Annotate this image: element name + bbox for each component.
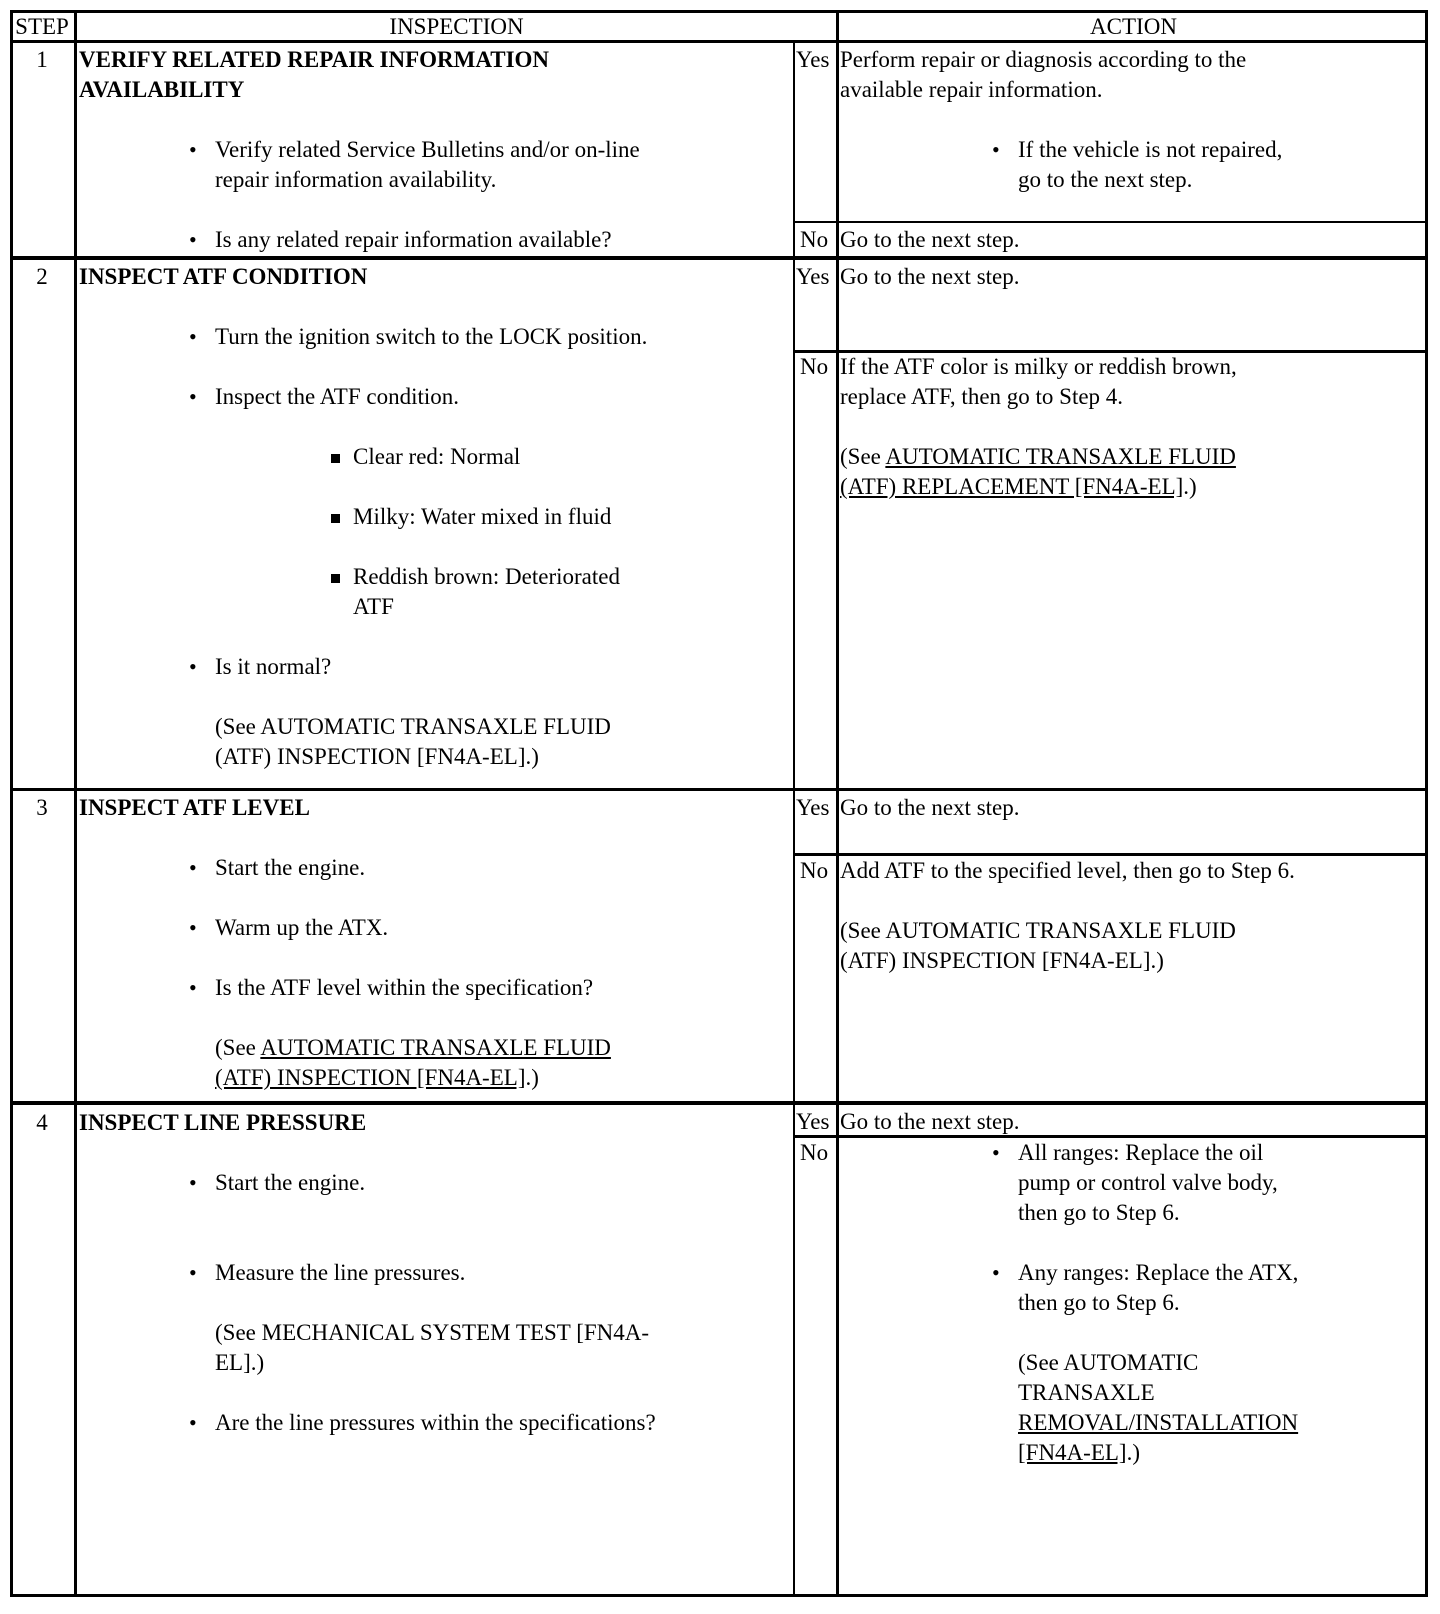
action-text: Go to the next step. [840, 795, 1020, 820]
no-label: No [800, 858, 829, 883]
step-divider-3-4 [10, 1101, 1428, 1105]
step-title: INSPECT LINE PRESSURE [79, 1110, 367, 1135]
step-divider-1-2 [10, 256, 1428, 260]
yes-no-divider-1 [793, 221, 1428, 223]
bullet-item [215, 225, 612, 255]
bullet-item [215, 1168, 365, 1198]
reference-text: EL].) [215, 1350, 265, 1375]
yes-label: Yes [796, 795, 830, 820]
reference-suffix: .) [525, 1065, 539, 1090]
step-number: 4 [36, 1110, 48, 1135]
bullet-text: • Inspect the ATF condition. [215, 384, 460, 409]
bullet-text: go to the next step. [1018, 167, 1193, 192]
atf-replacement-link[interactable]: AUTOMATIC TRANSAXLE FLUID [885, 444, 1236, 469]
reference-prefix: (See [215, 1035, 261, 1060]
action-text: Add ATF to the specified level, then go to Step 6. [840, 858, 1295, 883]
bullet-item [215, 1408, 656, 1438]
atf-inspection-link[interactable]: AUTOMATIC TRANSAXLE FLUID [260, 1035, 611, 1060]
yesno-column-divider [793, 42, 795, 1597]
no-label: No [800, 227, 829, 252]
yes-label: Yes [796, 264, 830, 289]
reference-text [840, 442, 1236, 472]
step-title: VERIFY RELATED REPAIR INFORMATION [79, 47, 550, 72]
reference-text: (See AUTOMATIC TRANSAXLE FLUID [840, 918, 1236, 943]
sub-bullet-item [353, 562, 620, 622]
reference-suffix: .) [1183, 474, 1197, 499]
reference-text: (See AUTOMATIC TRANSAXLE FLUID [215, 714, 611, 739]
bullet-item [215, 853, 365, 883]
action-text: If the ATF color is milky or reddish brown, [840, 354, 1237, 379]
atf-replacement-link[interactable]: (ATF) REPLACEMENT [FN4A-EL] [840, 474, 1184, 499]
reference-prefix: (See [840, 444, 886, 469]
bullet-text: • Are the line pressures within the specifications? [215, 1410, 656, 1435]
reference-text: (ATF) INSPECTION [FN4A-EL].) [840, 948, 1164, 973]
atf-inspection-link[interactable]: (ATF) INSPECTION [FN4A-EL] [215, 1065, 526, 1090]
bullet-item [1018, 135, 1282, 195]
sub-bullet-item [353, 442, 520, 472]
reference-text: (See MECHANICAL SYSTEM TEST [FN4A- [215, 1320, 650, 1345]
bullet-text: • Start the engine. [215, 855, 366, 880]
bullet-text: • If the vehicle is not repaired, [1018, 137, 1283, 162]
bullet-text: then go to Step 6. [1018, 1200, 1180, 1225]
step-number: 2 [36, 264, 48, 289]
sub-bullet-text: Reddish brown: Deteriorated [353, 564, 620, 589]
diagnostic-table [10, 10, 1428, 1597]
reference-text: (ATF) INSPECTION [FN4A-EL].) [215, 744, 539, 769]
bullet-text: • Is any related repair information available? [215, 227, 612, 252]
sub-bullet-text: ATF [353, 594, 394, 619]
bullet-text: • Is it normal? [215, 654, 332, 679]
bullet-text: • All ranges: Replace the oil [1018, 1140, 1264, 1165]
step-title: INSPECT ATF CONDITION [79, 264, 368, 289]
yes-label: Yes [796, 47, 830, 72]
reference-text [1018, 1438, 1140, 1468]
bullet-item [215, 1258, 465, 1288]
step-number: 3 [36, 795, 48, 820]
action-text: replace ATF, then go to Step 4. [840, 384, 1124, 409]
sub-bullet-item [353, 502, 611, 532]
step-column-divider [74, 10, 77, 1597]
reference-text [840, 472, 1197, 502]
header-inspection: INSPECTION [389, 14, 524, 39]
inspection-action-divider [836, 10, 839, 1597]
bullet-item [215, 322, 647, 352]
yes-label: Yes [796, 1109, 830, 1134]
sub-bullet-text: Clear red: Normal [353, 444, 521, 469]
reference-text [215, 1063, 539, 1093]
bullet-text: • Measure the line pressures. [215, 1260, 466, 1285]
bullet-item [215, 135, 640, 195]
no-label: No [800, 1140, 829, 1165]
step-divider-2-3 [10, 788, 1428, 791]
bullet-item [1018, 1138, 1278, 1228]
bullet-text: • Start the engine. [215, 1170, 366, 1195]
no-label: No [800, 354, 829, 379]
bullet-text: • Verify related Service Bulletins and/or on-line [215, 137, 640, 162]
bullet-text: • Turn the ignition switch to the LOCK position. [215, 324, 648, 349]
bullet-item [215, 913, 388, 943]
header-action: ACTION [1090, 14, 1177, 39]
step-number: 1 [36, 47, 48, 72]
bullet-item [215, 652, 331, 682]
bullet-text: then go to Step 6. [1018, 1290, 1180, 1315]
bullet-text: • Warm up the ATX. [215, 915, 389, 940]
action-text: available repair information. [840, 77, 1103, 102]
reference-suffix: .) [1126, 1440, 1141, 1465]
action-text: Go to the next step. [840, 227, 1020, 252]
action-text: Go to the next step. [840, 264, 1020, 289]
action-text: Go to the next step. [840, 1109, 1020, 1134]
atx-removal-link[interactable]: [FN4A-EL] [1018, 1440, 1127, 1465]
bullet-text: repair information availability. [215, 167, 497, 192]
header-step: STEP [15, 14, 69, 39]
step-title: AVAILABILITY [79, 77, 245, 102]
bullet-text: • Is the ATF level within the specification? [215, 975, 594, 1000]
sub-bullet-text: Milky: Water mixed in fluid [353, 504, 612, 529]
bullet-text: pump or control valve body, [1018, 1170, 1278, 1195]
reference-text: TRANSAXLE [1018, 1380, 1155, 1405]
reference-text [215, 1033, 611, 1063]
atx-removal-link[interactable]: REMOVAL/INSTALLATION [1018, 1410, 1299, 1435]
bullet-item [215, 382, 459, 412]
diagnostic-procedure-page [10, 10, 1428, 1597]
reference-text: (See AUTOMATIC [1018, 1350, 1199, 1375]
bullet-text: • Any ranges: Replace the ATX, [1018, 1260, 1299, 1285]
bullet-item [1018, 1258, 1298, 1318]
action-text: Perform repair or diagnosis according to the [840, 47, 1247, 72]
bullet-item [215, 973, 593, 1003]
step-title: INSPECT ATF LEVEL [79, 795, 310, 820]
